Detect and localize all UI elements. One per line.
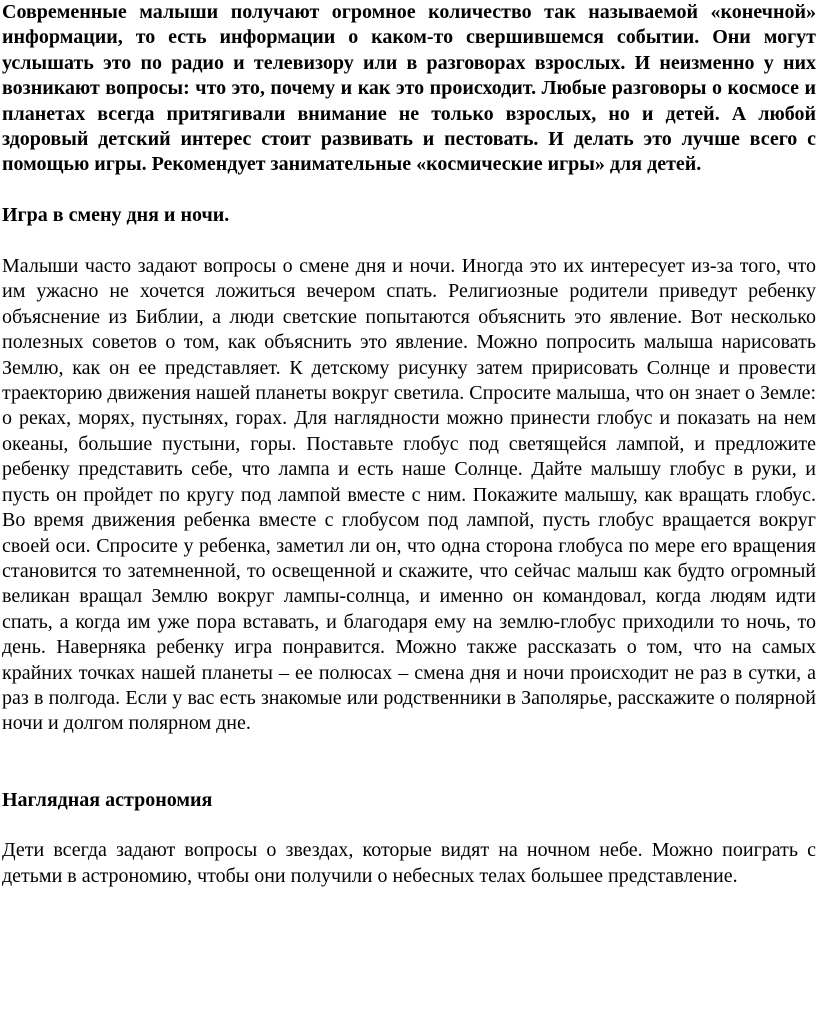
spacer [2,737,816,788]
spacer [2,229,816,254]
spacer [2,813,816,838]
intro-paragraph: Современные малыши получают огромное количество так называемой «конечной» информации, то есть информации о каком-то свершившемся событии. Они могут услышать это по радио и телевизору или в разговорах взрослых. И неизменно у них возникают вопросы: что это, почему и как это происходит. Любые разговоры о космосе и планетах всегда притягивали внимание не только взрослых, но и детей. А любой здоровый детский интерес стоит развивать и пестовать. И делать это лучше всего с помощью игры. Рекомендует занимательные «космические игры» для детей. [2,1,816,176]
section-heading-astronomy: Наглядная астрономия [2,788,213,811]
section-text-day-night: Малыши часто задают вопросы о смене дня и ночи. Иногда это их интересует из-за того, что им ужасно не хочется ложиться вечером спать. Религиозные родители приведут ребенку объяснение из Библии, а люди светские попытаются объяснить это явление. Вот несколько полезных советов о том, как объяснить это явление. Можно попросить малыша нарисовать Землю, как он ее представляет. К детскому рисунку затем пририсовать Солнце и провести траекторию движения нашей планеты вокруг светила. Спросите малыша, что он знает о Земле: о реках, морях, пустынях, горах. Для наглядности можно принести глобус и показать на нем океаны, большие пустыни, горы. Поставьте глобус под светящейся лампой, и предложите ребенку представить себе, что лампа и есть наше Солнце. Дайте малышу глобус в руки, и пусть он пройдет по кругу под лампой вместе с ним. Покажите малышу, как вращать глобус. Во время движения ребенка вместе с глобусом под лампой, пусть глобус вращается вокруг своей оси. Спросите у ребенка, заметил ли он, что одна сторона глобуса по мере его вращения становится то затемненной, то освещенной и скажите, что сейчас малыш как будто огромный великан вращал Землю вокруг лампы-солнца, и именно он командовал, когда людям идти спать, а когда им уже пора вставать, и благодаря ему на землю-глобус приходили то ночь, то день. Наверняка ребенку игра понравится. Можно также рассказать о том, что на самых крайних точках нашей планеты – ее полюсах – смена дня и ночи происходит не раз в сутки, а раз в полгода. Если у вас есть знакомые или родственники в Заполярье, расскажите о полярной ночи и долгом полярном дне. [2,255,816,735]
spacer [2,178,816,203]
section-heading-day-night: Игра в смену дня и ночи. [2,204,230,227]
section-text-astronomy: Дети всегда задают вопросы о звездах, которые видят на ночном небе. Можно поиграть с детьми в астрономию, чтобы они получили о небесных телах большее представление. [2,839,816,887]
